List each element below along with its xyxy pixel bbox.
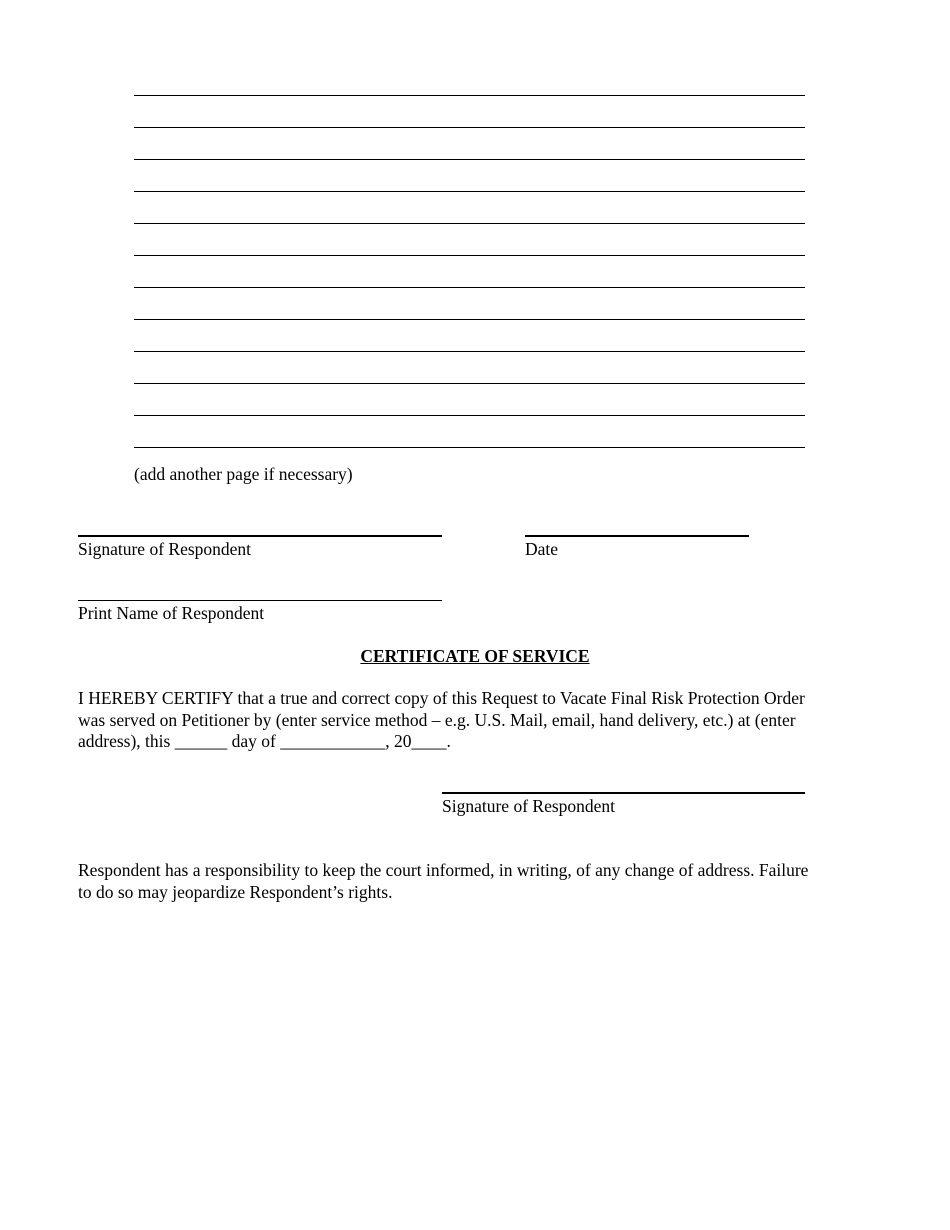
- address-notice-line: to do so may jeopardize Respondent’s rights.: [78, 881, 393, 902]
- respondent-signature-label: Signature of Respondent: [78, 539, 252, 559]
- date-line[interactable]: [525, 535, 749, 537]
- respondent-signature-line[interactable]: [78, 535, 442, 537]
- certificate-body-line: was served on Petitioner by (enter service method – e.g. U.S. Mail, email, hand delivery, etc.) at (enter: [78, 709, 796, 730]
- blank-line[interactable]: [134, 95, 805, 96]
- address-notice-line: Respondent has a responsibility to keep the court informed, in writing, of any change of address. Failure: [78, 860, 809, 880]
- blank-line[interactable]: [134, 223, 805, 224]
- blank-line[interactable]: [134, 383, 805, 384]
- blank-line[interactable]: [134, 191, 805, 192]
- certificate-body-line: I HEREBY CERTIFY that a true and correct copy of this Request to Vacate Final Risk Protection Order: [78, 688, 805, 708]
- blank-line[interactable]: [134, 351, 805, 352]
- blank-line[interactable]: [134, 287, 805, 288]
- certificate-signature-line[interactable]: [442, 792, 805, 794]
- print-name-line[interactable]: [78, 600, 442, 601]
- add-page-note: (add another page if necessary): [134, 464, 353, 484]
- blank-line[interactable]: [134, 447, 805, 448]
- certificate-signature-label: Signature of Respondent: [442, 796, 616, 816]
- certificate-heading: CERTIFICATE OF SERVICE: [360, 646, 590, 666]
- certificate-body-line: address), this ______ day of ____________, 20____.: [78, 731, 451, 751]
- blank-line[interactable]: [134, 127, 805, 128]
- address-notice: [78, 860, 878, 903]
- blank-line[interactable]: [134, 319, 805, 320]
- blank-line[interactable]: [134, 415, 805, 416]
- blank-line[interactable]: [134, 255, 805, 256]
- date-label: Date: [525, 539, 559, 559]
- certificate-body: [78, 688, 878, 753]
- print-name-label: Print Name of Respondent: [78, 603, 265, 623]
- blank-line[interactable]: [134, 159, 805, 160]
